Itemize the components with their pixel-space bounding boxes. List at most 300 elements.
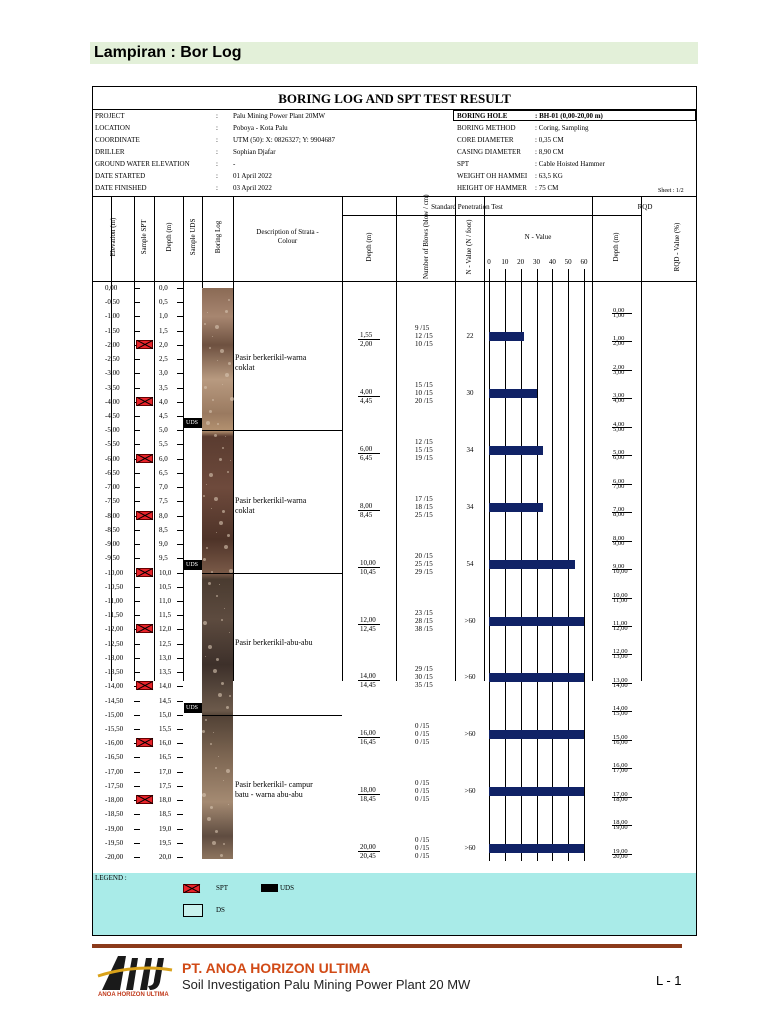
n-gridline	[584, 269, 585, 861]
n-value-label: >60	[464, 730, 476, 739]
core-texture	[228, 299, 230, 301]
elevation-value: -1,00	[105, 312, 120, 321]
blow-count: 0 /15	[415, 779, 430, 788]
n-value-label: 34	[466, 502, 474, 511]
info-colon: :	[216, 112, 218, 120]
depth-tick	[134, 829, 140, 830]
depth-tick	[134, 331, 140, 332]
rqd-depth-bottom: 15,00	[613, 710, 628, 718]
depth-tick	[177, 573, 183, 574]
spt-depth-start: 18,00	[360, 786, 376, 795]
core-texture	[207, 817, 211, 821]
core-texture	[210, 806, 213, 809]
rqd-depth-top: 8,00	[613, 534, 625, 542]
column-header-description: Description of Strata - Colour	[256, 228, 319, 245]
depth-value: 16,5	[159, 753, 172, 762]
n-axis-tick-label: 40	[548, 258, 556, 266]
rqd-depth-top: 3,00	[613, 392, 625, 400]
spt-sample-marker	[136, 681, 153, 690]
depth-value: 8,5	[159, 525, 168, 534]
depth-value: 3,0	[159, 369, 168, 378]
depth-tick	[177, 601, 183, 602]
blow-count: 0 /15	[415, 730, 430, 739]
rqd-depth-top: 15,00	[613, 733, 628, 741]
core-texture	[216, 532, 217, 533]
depth-tick	[177, 459, 183, 460]
depth-tick	[177, 587, 183, 588]
info-label: WEIGHT OH HAMMEI	[457, 172, 528, 180]
depth-tick	[134, 487, 140, 488]
blow-count: 20 /15	[415, 551, 433, 560]
spt-depth-start: 20,00	[360, 843, 376, 852]
column-divider	[592, 196, 593, 681]
depth-value: 17,5	[159, 781, 172, 790]
elevation-value: -10,00	[105, 568, 124, 577]
depth-tick	[177, 715, 183, 716]
depth-value: 18,5	[159, 810, 172, 819]
info-value: : Coring, Sampling	[535, 124, 589, 132]
blow-count: 0 /15	[415, 722, 430, 731]
spt-depth-start: 6,00	[360, 444, 373, 453]
column-divider	[396, 196, 397, 681]
blow-count: 0 /15	[415, 795, 430, 804]
rqd-depth-top: 13,00	[613, 676, 628, 684]
n-value-bar	[489, 673, 584, 682]
rqd-depth-bottom: 17,00	[613, 767, 628, 775]
core-texture	[220, 854, 223, 857]
rqd-depth-bottom: 16,00	[613, 738, 628, 746]
rqd-depth-top: 12,00	[613, 648, 628, 656]
column-header-rqd_value: RQD - Value (%)	[673, 222, 681, 272]
depth-tick	[134, 601, 140, 602]
elevation-value: -0,50	[105, 298, 120, 307]
depth-value: 14,0	[159, 682, 172, 691]
n-axis-tick-label: 10	[501, 258, 509, 266]
elevation-value: -19,50	[105, 838, 124, 847]
depth-tick	[134, 416, 140, 417]
elevation-value: -14,50	[105, 696, 124, 705]
rqd-depth-top: 14,00	[613, 705, 628, 713]
info-value: : BH-01 (0,00-20,00 m)	[535, 112, 603, 120]
core-texture	[215, 830, 218, 833]
core-texture	[224, 545, 228, 549]
depth-value: 4,5	[159, 412, 168, 421]
info-value: : 75 CM	[535, 184, 559, 192]
core-texture	[223, 843, 225, 845]
header-bottom	[93, 281, 696, 282]
elevation-value: -10,50	[105, 582, 124, 591]
logo-subtitle: ANOA HORIZON ULTIMA	[98, 992, 169, 998]
core-texture	[215, 325, 219, 329]
column-header-boring_log: Boring Log	[214, 220, 222, 254]
rqd-depth-bottom: 4,00	[613, 397, 625, 405]
strata-boundary	[202, 715, 342, 716]
depth-tick	[177, 658, 183, 659]
rqd-depth-top: 4,00	[613, 420, 625, 428]
core-texture	[228, 804, 229, 805]
spt-depth-end: 10,45	[360, 567, 376, 576]
core-texture	[206, 547, 208, 549]
spt-sample-marker	[136, 568, 153, 577]
depth-value: 20,0	[159, 853, 172, 861]
rqd-depth-top: 2,00	[613, 363, 625, 371]
header-divider	[342, 215, 641, 216]
boring-log-sheet	[92, 86, 697, 936]
info-label: CORE DIAMETER	[457, 136, 514, 144]
info-label: HEIGHT OF HAMMER	[457, 184, 527, 192]
strata-description: Pasir berkerikil-warna coklat	[235, 353, 307, 373]
info-value: 03 April 2022	[233, 184, 272, 192]
blow-count: 19 /15	[415, 453, 433, 462]
depth-tick	[177, 516, 183, 517]
info-value: : Cable Hoisted Hammer	[535, 160, 605, 168]
column-header-sample_uds: Sample UDS	[189, 218, 197, 256]
strata-description: Pasir berkerikil-warna coklat	[235, 495, 307, 515]
depth-value: 5,5	[159, 440, 168, 449]
depth-tick	[177, 843, 183, 844]
spt-depth-start: 1,55	[360, 331, 373, 340]
n-value-bar	[489, 730, 584, 739]
core-texture	[212, 841, 216, 845]
depth-tick	[177, 359, 183, 360]
rqd-depth-bottom: 13,00	[613, 653, 628, 661]
footer-rule	[92, 944, 682, 948]
depth-tick	[177, 814, 183, 815]
core-texture	[215, 767, 217, 769]
column-divider	[641, 196, 642, 681]
uds-sample-marker: UDS	[184, 703, 206, 713]
core-texture	[217, 423, 219, 425]
blow-count: 9 /15	[415, 324, 430, 333]
info-colon: :	[216, 136, 218, 144]
depth-value: 7,5	[159, 497, 168, 506]
depth-tick	[134, 729, 140, 730]
core-texture	[222, 510, 225, 513]
elevation-value: -8,50	[105, 525, 120, 534]
depth-tick	[134, 359, 140, 360]
depth-tick	[177, 857, 183, 858]
rqd-depth-bottom: 1,00	[613, 312, 625, 319]
core-texture	[224, 608, 225, 609]
rqd-depth-bottom: 12,00	[613, 624, 628, 632]
depth-tick	[134, 373, 140, 374]
elevation-value: -5,50	[105, 440, 120, 449]
depth-value: 2,5	[159, 355, 168, 364]
depth-tick	[177, 430, 183, 431]
depth-value: 10,5	[159, 582, 172, 591]
spt-depth-end: 6,45	[360, 453, 373, 462]
blow-count: 0 /15	[415, 787, 430, 796]
spt-depth-end: 16,45	[360, 738, 376, 747]
depth-value: 15,5	[159, 724, 172, 733]
depth-value: 18,0	[159, 796, 172, 805]
core-texture	[202, 793, 206, 797]
info-value: UTM (50): X: 0826327; Y: 9904687	[233, 136, 335, 144]
column-header-blows: Number of Blows (blow / cm)	[422, 194, 430, 279]
core-texture	[209, 473, 213, 477]
info-label: GROUND WATER ELEVATION	[95, 160, 190, 168]
depth-tick	[134, 772, 140, 773]
depth-value: 16,0	[159, 739, 172, 748]
column-divider	[342, 196, 343, 681]
blow-count: 15 /15	[415, 445, 433, 454]
strata-description: Pasir berkerikil- campur batu - warna abu-abu	[235, 780, 313, 800]
info-colon: :	[216, 124, 218, 132]
uds-sample-marker: UDS	[184, 418, 206, 428]
info-label: DRILLER	[95, 148, 125, 156]
core-texture	[208, 645, 212, 649]
n-axis-tick-label: 0	[487, 258, 491, 266]
n-value-label: 30	[466, 388, 474, 397]
n-value-label: >60	[464, 673, 476, 682]
elevation-value: -15,00	[105, 710, 124, 719]
spt-depth-start: 14,00	[360, 672, 376, 681]
info-label: COORDINATE	[95, 136, 140, 144]
n-value-label: 22	[466, 332, 474, 341]
depth-value: 1,0	[159, 312, 168, 321]
core-texture	[216, 658, 219, 661]
depth-value: 0,5	[159, 298, 168, 307]
n-value-label: >60	[464, 616, 476, 625]
elevation-value: -17,50	[105, 781, 124, 790]
sheet-title: BORING LOG AND SPT TEST RESULT	[278, 91, 511, 106]
n-value-bar	[489, 787, 584, 796]
n-value-bar	[489, 389, 537, 398]
depth-value: 12,0	[159, 625, 172, 634]
blow-count: 0 /15	[415, 852, 430, 861]
core-texture	[229, 632, 230, 633]
info-label: PROJECT	[95, 112, 125, 120]
core-texture	[230, 397, 234, 401]
core-texture	[204, 386, 207, 389]
core-texture	[213, 669, 217, 673]
core-texture	[228, 362, 231, 365]
core-texture	[219, 458, 222, 461]
depth-tick	[177, 743, 183, 744]
elevation-value: -8,00	[105, 511, 120, 520]
spt-depth-start: 16,00	[360, 729, 376, 738]
depth-tick	[134, 715, 140, 716]
elevation-value: -13,50	[105, 668, 124, 677]
depth-tick	[134, 786, 140, 787]
core-texture	[213, 732, 214, 733]
rqd-depth-top: 19,00	[613, 847, 628, 855]
elevation-value: -4,50	[105, 412, 120, 421]
depth-tick	[134, 857, 140, 858]
column-header-rqd-group: RQD	[637, 203, 653, 211]
depth-tick	[177, 558, 183, 559]
blow-count: 0 /15	[415, 844, 430, 853]
info-label: CASING DIAMETER	[457, 148, 521, 156]
n-value-bar	[489, 844, 584, 853]
info-label: DATE FINISHED	[95, 184, 147, 192]
blow-count: 25 /15	[415, 510, 433, 519]
column-header-spt_depth: Depth (m)	[365, 232, 373, 262]
depth-value: 19,0	[159, 824, 172, 833]
strata-boundary	[202, 430, 342, 431]
core-texture	[211, 508, 212, 509]
core-texture	[204, 323, 206, 325]
core-texture	[208, 582, 211, 585]
n-value-label: >60	[464, 844, 476, 853]
depth-tick	[134, 530, 140, 531]
elevation-value: -2,00	[105, 340, 120, 349]
page-number: L - 1	[656, 973, 682, 988]
elevation-value: -16,50	[105, 753, 124, 762]
depth-tick	[134, 558, 140, 559]
elevation-value: -18,00	[105, 796, 124, 805]
rqd-depth-top: 1,00	[613, 335, 625, 343]
legend-uds-symbol	[261, 884, 278, 892]
elevation-value: -4,00	[105, 397, 120, 406]
spt-sample-marker	[136, 624, 153, 633]
info-label: SPT	[457, 160, 470, 168]
legend-panel	[93, 873, 696, 935]
rqd-depth-top: 16,00	[613, 762, 628, 770]
depth-value: 4,0	[159, 397, 168, 406]
blow-count: 35 /15	[415, 681, 433, 690]
spt-depth-end: 2,00	[360, 340, 373, 349]
blow-count: 12 /15	[415, 332, 433, 341]
rqd-depth-top: 11,00	[613, 619, 628, 627]
footer-project: Soil Investigation Palu Mining Power Plant 20 MW	[182, 977, 471, 992]
depth-tick	[134, 615, 140, 616]
depth-value: 9,5	[159, 554, 168, 563]
rqd-depth-bottom: 10,00	[613, 568, 628, 576]
rqd-depth-bottom: 14,00	[613, 681, 628, 689]
n-value-label: 34	[466, 445, 474, 454]
core-texture	[203, 621, 207, 625]
column-divider	[183, 196, 184, 681]
info-value: Palu Mining Power Plant 20MW	[233, 112, 326, 120]
depth-tick	[134, 430, 140, 431]
core-texture	[209, 410, 212, 413]
uds-sample-marker: UDS	[184, 560, 206, 570]
legend-spt-label: SPT	[216, 884, 229, 892]
depth-tick	[177, 388, 183, 389]
depth-value: 6,5	[159, 468, 168, 477]
elevation-value: -14,00	[105, 682, 124, 691]
core-texture	[225, 436, 226, 437]
core-texture	[226, 769, 230, 773]
spt-sample-marker	[136, 454, 153, 463]
depth-value: 12,5	[159, 639, 172, 648]
depth-tick	[177, 444, 183, 445]
core-texture	[219, 521, 223, 525]
n-value-label: >60	[464, 787, 476, 796]
depth-tick	[177, 331, 183, 332]
blow-count: 38 /15	[415, 624, 433, 633]
core-texture	[212, 336, 213, 337]
core-texture	[206, 484, 207, 485]
rqd-depth-bottom: 3,00	[613, 368, 625, 376]
rqd-depth-top: 7,00	[613, 506, 625, 514]
core-texture	[205, 719, 207, 721]
company-logo	[96, 950, 174, 1002]
depth-tick	[177, 672, 183, 673]
depth-tick	[134, 658, 140, 659]
core-texture	[225, 373, 229, 377]
core-texture	[206, 421, 210, 425]
depth-value: 9,0	[159, 540, 168, 549]
depth-tick	[134, 388, 140, 389]
elevation-value: -7,50	[105, 497, 120, 506]
depth-value: 0,0	[159, 284, 168, 292]
legend-spt-symbol	[183, 884, 200, 893]
n-value-label: 54	[466, 559, 474, 568]
blow-count: 25 /15	[415, 559, 433, 568]
rqd-depth-bottom: 6,00	[613, 454, 625, 462]
core-texture	[221, 619, 223, 621]
blow-count: 29 /15	[415, 665, 433, 674]
company-name: PT. ANOA HORIZON ULTIMA	[182, 960, 371, 976]
depth-tick	[177, 473, 183, 474]
n-value-bar	[489, 332, 524, 341]
depth-tick	[134, 501, 140, 502]
spt-depth-end: 12,45	[360, 624, 376, 633]
core-texture	[223, 780, 224, 781]
info-colon: :	[216, 172, 218, 180]
depth-tick	[134, 644, 140, 645]
spt-depth-end: 8,45	[360, 510, 373, 519]
core-texture	[202, 730, 205, 733]
depth-tick	[177, 288, 183, 289]
depth-tick	[177, 686, 183, 687]
depth-tick	[177, 544, 183, 545]
core-texture	[216, 595, 218, 597]
depth-tick	[134, 302, 140, 303]
depth-tick	[134, 288, 140, 289]
spt-depth-end: 18,45	[360, 795, 376, 804]
rqd-depth-top: 10,00	[613, 591, 628, 599]
page-heading: Lampiran : Bor Log	[90, 42, 698, 64]
info-colon: :	[216, 148, 218, 156]
elevation-value: -13,00	[105, 653, 124, 662]
blow-count: 18 /15	[415, 502, 433, 511]
depth-tick	[177, 402, 183, 403]
info-value: : 0,35 CM	[535, 136, 564, 144]
core-texture	[203, 558, 206, 561]
n-value-bar	[489, 560, 575, 569]
blow-count: 17 /15	[415, 494, 433, 503]
elevation-value: -6,50	[105, 468, 120, 477]
spt-sample-marker	[136, 397, 153, 406]
core-texture	[207, 312, 208, 313]
column-divider	[484, 196, 485, 681]
depth-tick	[177, 800, 183, 801]
n-axis-tick-label: 50	[564, 258, 572, 266]
depth-value: 7,0	[159, 483, 168, 492]
spt-depth-end: 14,45	[360, 681, 376, 690]
spt-depth-end: 4,45	[360, 396, 373, 405]
legend-uds-label: UDS	[280, 884, 295, 892]
core-texture	[227, 534, 230, 537]
core-texture	[222, 384, 223, 385]
elevation-value: -12,50	[105, 639, 124, 648]
elevation-value: -16,00	[105, 739, 124, 748]
spt-depth-start: 10,00	[360, 558, 376, 567]
blow-count: 23 /15	[415, 608, 433, 617]
elevation-value: -2,50	[105, 355, 120, 364]
elevation-value: -11,50	[105, 611, 123, 620]
column-header-depth: Depth (m)	[165, 222, 173, 252]
rqd-depth-bottom: 11,00	[613, 596, 628, 604]
elevation-value: -17,00	[105, 767, 124, 776]
core-texture	[230, 460, 231, 461]
info-value: : 63,5 KG	[535, 172, 563, 180]
elevation-value: -9,00	[105, 540, 120, 549]
info-value: Poboya - Kota Palu	[233, 124, 288, 132]
